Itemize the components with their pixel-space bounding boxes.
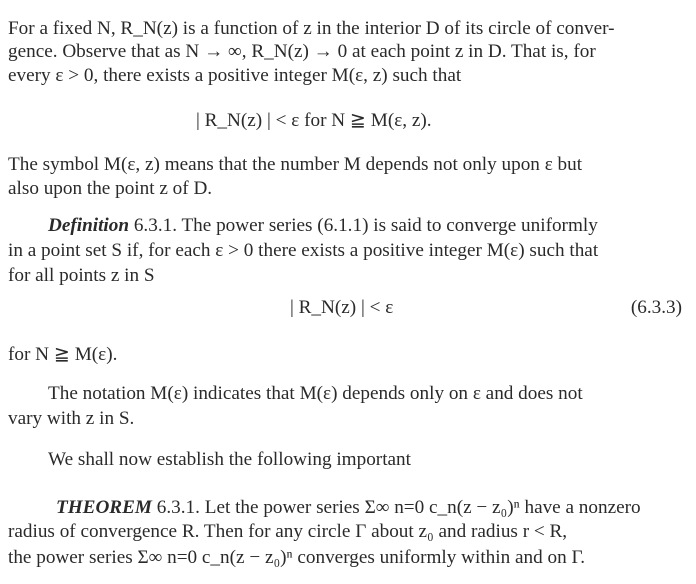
paragraph-2-line-1: The symbol M(ε, z) means that the number M depends not only upon ε but xyxy=(8,154,583,175)
definition-line-4: for N ≧ M(ε). xyxy=(8,344,118,365)
definition-label: Definition xyxy=(48,215,130,236)
definition-line-1-text: The power series (6.1.1) is said to converge uniformly xyxy=(181,215,598,236)
definition-line-2: in a point set S if, for each ε > 0 there exists a positive integer M(ε) such that xyxy=(8,240,599,261)
theorem-line-1 xyxy=(56,496,688,520)
paragraph-1-line-3: every ε > 0, there exists a positive integer M(ε, z) such that xyxy=(8,65,462,86)
equation-2-number: (6.3.3) xyxy=(630,297,682,318)
definition-line-1 xyxy=(48,214,688,238)
equation-2: | R_N(z) | < ε xyxy=(290,297,394,318)
theorem-label: THEOREM xyxy=(56,497,152,518)
definition-number: 6.3.1. xyxy=(133,215,177,236)
paragraph-2-line-2: also upon the point z of D. xyxy=(8,178,213,199)
paragraph-1-line-1: For a fixed N, R_N(z) is a function of z in the interior D of its circle of conver- xyxy=(8,18,615,39)
theorem-line-3: the power series Σ∞ n=0 c_n(z − z₀)ⁿ converges uniformly within and on Γ. xyxy=(8,547,586,568)
paragraph-3-line-1: The notation M(ε) indicates that M(ε) depends only on ε and does not xyxy=(48,383,583,404)
paragraph-1-line-2: gence. Observe that as N → ∞, R_N(z) → 0 at each point z in D. That is, for xyxy=(8,41,596,62)
equation-1: | R_N(z) | < ε for N ≧ M(ε, z). xyxy=(196,110,432,131)
paragraph-4: We shall now establish the following important xyxy=(48,449,411,470)
paragraph-3-line-2: vary with z in S. xyxy=(8,408,135,429)
theorem-line-2: radius of convergence R. Then for any circle Γ about z₀ and radius r < R, xyxy=(8,521,568,542)
theorem-line-1-text: 6.3.1. Let the power series Σ∞ n=0 c_n(z − z₀)ⁿ have a nonzero xyxy=(156,497,641,518)
definition-line-3: for all points z in S xyxy=(8,265,155,286)
